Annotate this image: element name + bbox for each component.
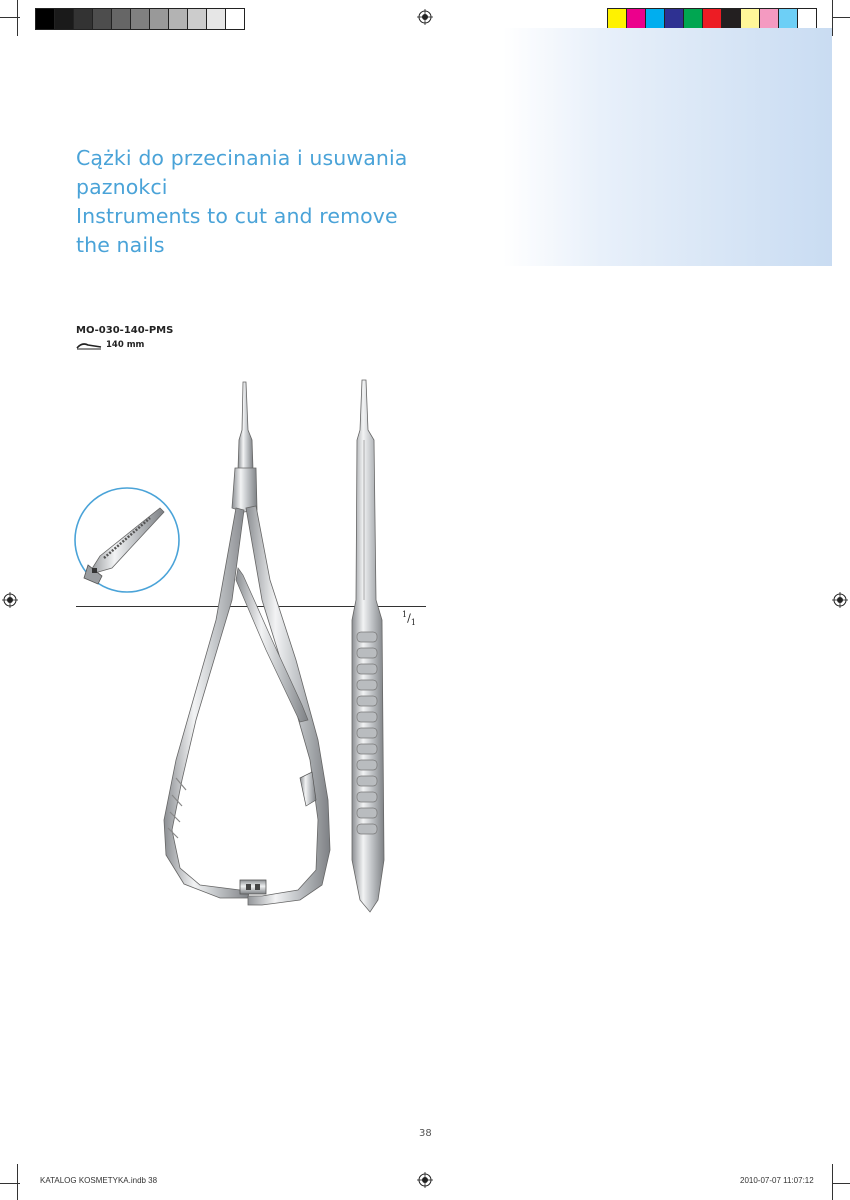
grip-ridge	[357, 696, 377, 706]
grip-ridge	[357, 792, 377, 802]
grip-ridge	[357, 648, 377, 658]
grip-ridge	[357, 728, 377, 738]
scale-denominator: 1	[410, 617, 416, 627]
title-line-polish-2: paznokci	[76, 175, 168, 199]
scale-fraction: $^1/_1$	[402, 610, 416, 627]
product-length: 140 mm	[106, 340, 145, 350]
print-file-name: KATALOG KOSMETYKA.indb 38	[40, 1176, 158, 1185]
grip-ridge	[357, 824, 377, 834]
page-number: 38	[419, 1128, 432, 1139]
grip-ridge	[357, 776, 377, 786]
side-view-instrument	[352, 380, 384, 912]
grip-ridge	[357, 808, 377, 818]
jaw-detail-inset	[75, 488, 179, 592]
print-timestamp: 2010-07-07 11:07:12	[740, 1176, 814, 1185]
front-view-instrument	[164, 382, 330, 905]
product-code: MO-030-140-PMS	[76, 325, 174, 336]
scale-numerator: 1	[402, 610, 408, 619]
grip-ridge	[357, 760, 377, 770]
grip-ridge	[357, 712, 377, 722]
title-line-english-2: the nails	[76, 233, 165, 257]
grip-ridge	[357, 664, 377, 674]
grip-ridge	[357, 744, 377, 754]
title-line-english-1: Instruments to cut and remove	[76, 204, 398, 228]
grip-ridge	[357, 632, 377, 642]
title-line-polish-1: Cążki do przecinania i usuwania	[76, 146, 408, 170]
grip-ridge	[357, 680, 377, 690]
